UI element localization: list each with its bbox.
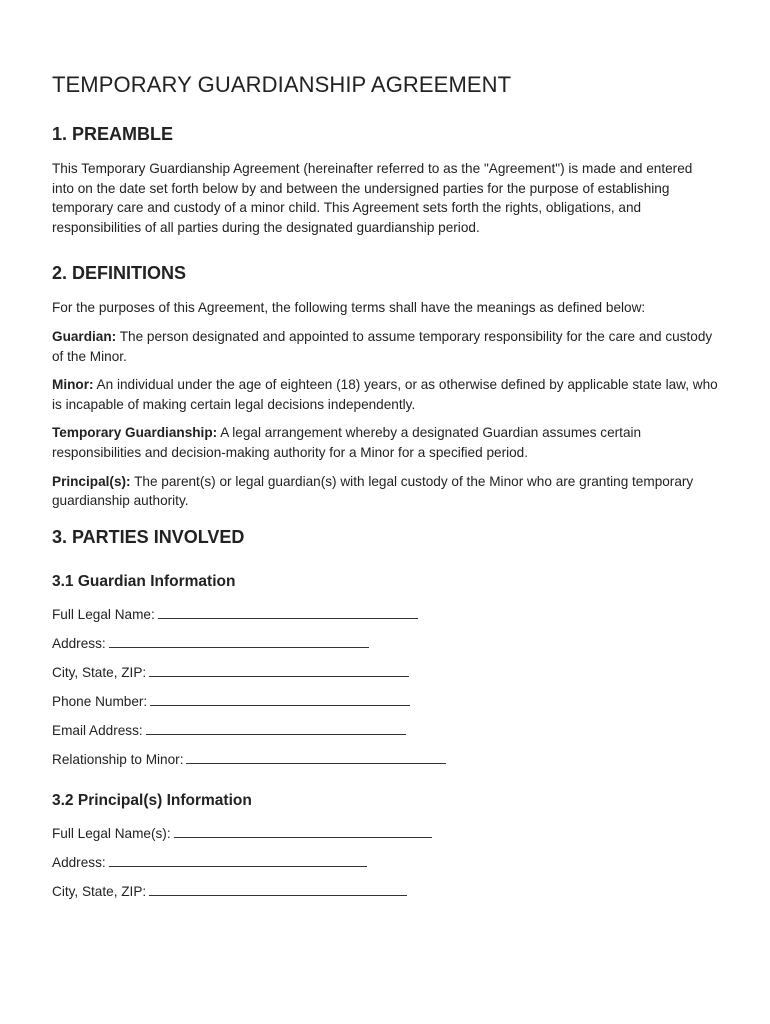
guardian-address-field [52, 634, 718, 654]
guardian-full-name-blank[interactable] [158, 605, 418, 619]
field-label: Relationship to Minor: [52, 752, 184, 768]
field-label: City, State, ZIP: [52, 883, 147, 899]
field-label: Address: [52, 854, 106, 870]
principal-city-state-zip-blank[interactable] [149, 882, 407, 896]
guardian-relationship-blank[interactable] [186, 750, 446, 764]
definition-text: A legal arrangement whereby a designated Guardian assumes certain responsibilities and decision-making authority for a Minor for a specified period. [52, 425, 642, 460]
principal-city-state-zip-field [52, 882, 718, 902]
definitions-section [52, 263, 718, 510]
parties-heading: 3. PARTIES INVOLVED [52, 526, 245, 547]
parties-section [52, 527, 718, 902]
principal-information [52, 792, 718, 902]
document-title: TEMPORARY GUARDIANSHIP AGREEMENT [52, 72, 512, 97]
guardian-address-blank[interactable] [109, 634, 369, 648]
principal-full-names-field [52, 824, 718, 844]
definitions-heading: 2. DEFINITIONS [52, 263, 187, 284]
guardian-city-state-zip-field [52, 663, 718, 683]
definition-text: The person designated and appointed to assume temporary responsibility for the care and custody of the Minor. [52, 328, 713, 364]
field-label: Full Legal Name: [52, 606, 155, 622]
guardian-relationship-field [52, 750, 718, 770]
principal-full-names-blank[interactable] [174, 824, 432, 838]
preamble-section [52, 124, 718, 237]
definition-term: Principal(s): [52, 473, 131, 489]
guardian-email-blank[interactable] [146, 721, 406, 735]
guardian-full-name-field [52, 605, 718, 625]
definition-minor [52, 375, 718, 414]
field-label: Address: [52, 635, 106, 651]
principal-heading: 3.2 Principal(s) Information [52, 791, 252, 809]
field-label: City, State, ZIP: [52, 664, 147, 680]
definition-term: Guardian: [52, 328, 117, 344]
guardian-city-state-zip-blank[interactable] [149, 663, 409, 677]
guardian-email-field [52, 721, 718, 741]
definition-temporary-guardianship [52, 423, 718, 462]
field-label: Email Address: [52, 723, 143, 739]
definition-text: An individual under the age of eighteen (18) years, or as otherwise defined by applicable state law, who is incapable of making certain legal decisions independently. [52, 377, 718, 412]
preamble-text: This Temporary Guardianship Agreement (hereinafter referred to as the "Agreement") is made and entered into on the date set forth below by and between the undersigned parties for the purpose of establishing temporary care and custody of a minor child. This Agreement sets forth the rights, obligations, and responsibilities of all parties during the designated guardianship period. [52, 161, 693, 235]
guardian-phone-field [52, 692, 718, 712]
guardian-information [52, 573, 718, 770]
definition-guardian [52, 327, 718, 366]
definition-term: Temporary Guardianship: [52, 425, 218, 441]
guardian-heading: 3.1 Guardian Information [52, 572, 236, 590]
guardian-phone-blank[interactable] [150, 692, 410, 706]
field-label: Phone Number: [52, 694, 148, 709]
definition-text: The parent(s) or legal guardian(s) with legal custody of the Minor who are granting temporary guardianship authority. [52, 473, 694, 509]
field-label: Full Legal Name(s): [52, 825, 171, 841]
definitions-intro: For the purposes of this Agreement, the following terms shall have the meanings as defined below: [52, 300, 646, 316]
preamble-heading: 1. PREAMBLE [52, 124, 174, 144]
definition-principals [52, 472, 718, 511]
principal-address-field [52, 853, 718, 873]
definition-term: Minor: [52, 377, 94, 393]
principal-address-blank[interactable] [109, 853, 367, 867]
